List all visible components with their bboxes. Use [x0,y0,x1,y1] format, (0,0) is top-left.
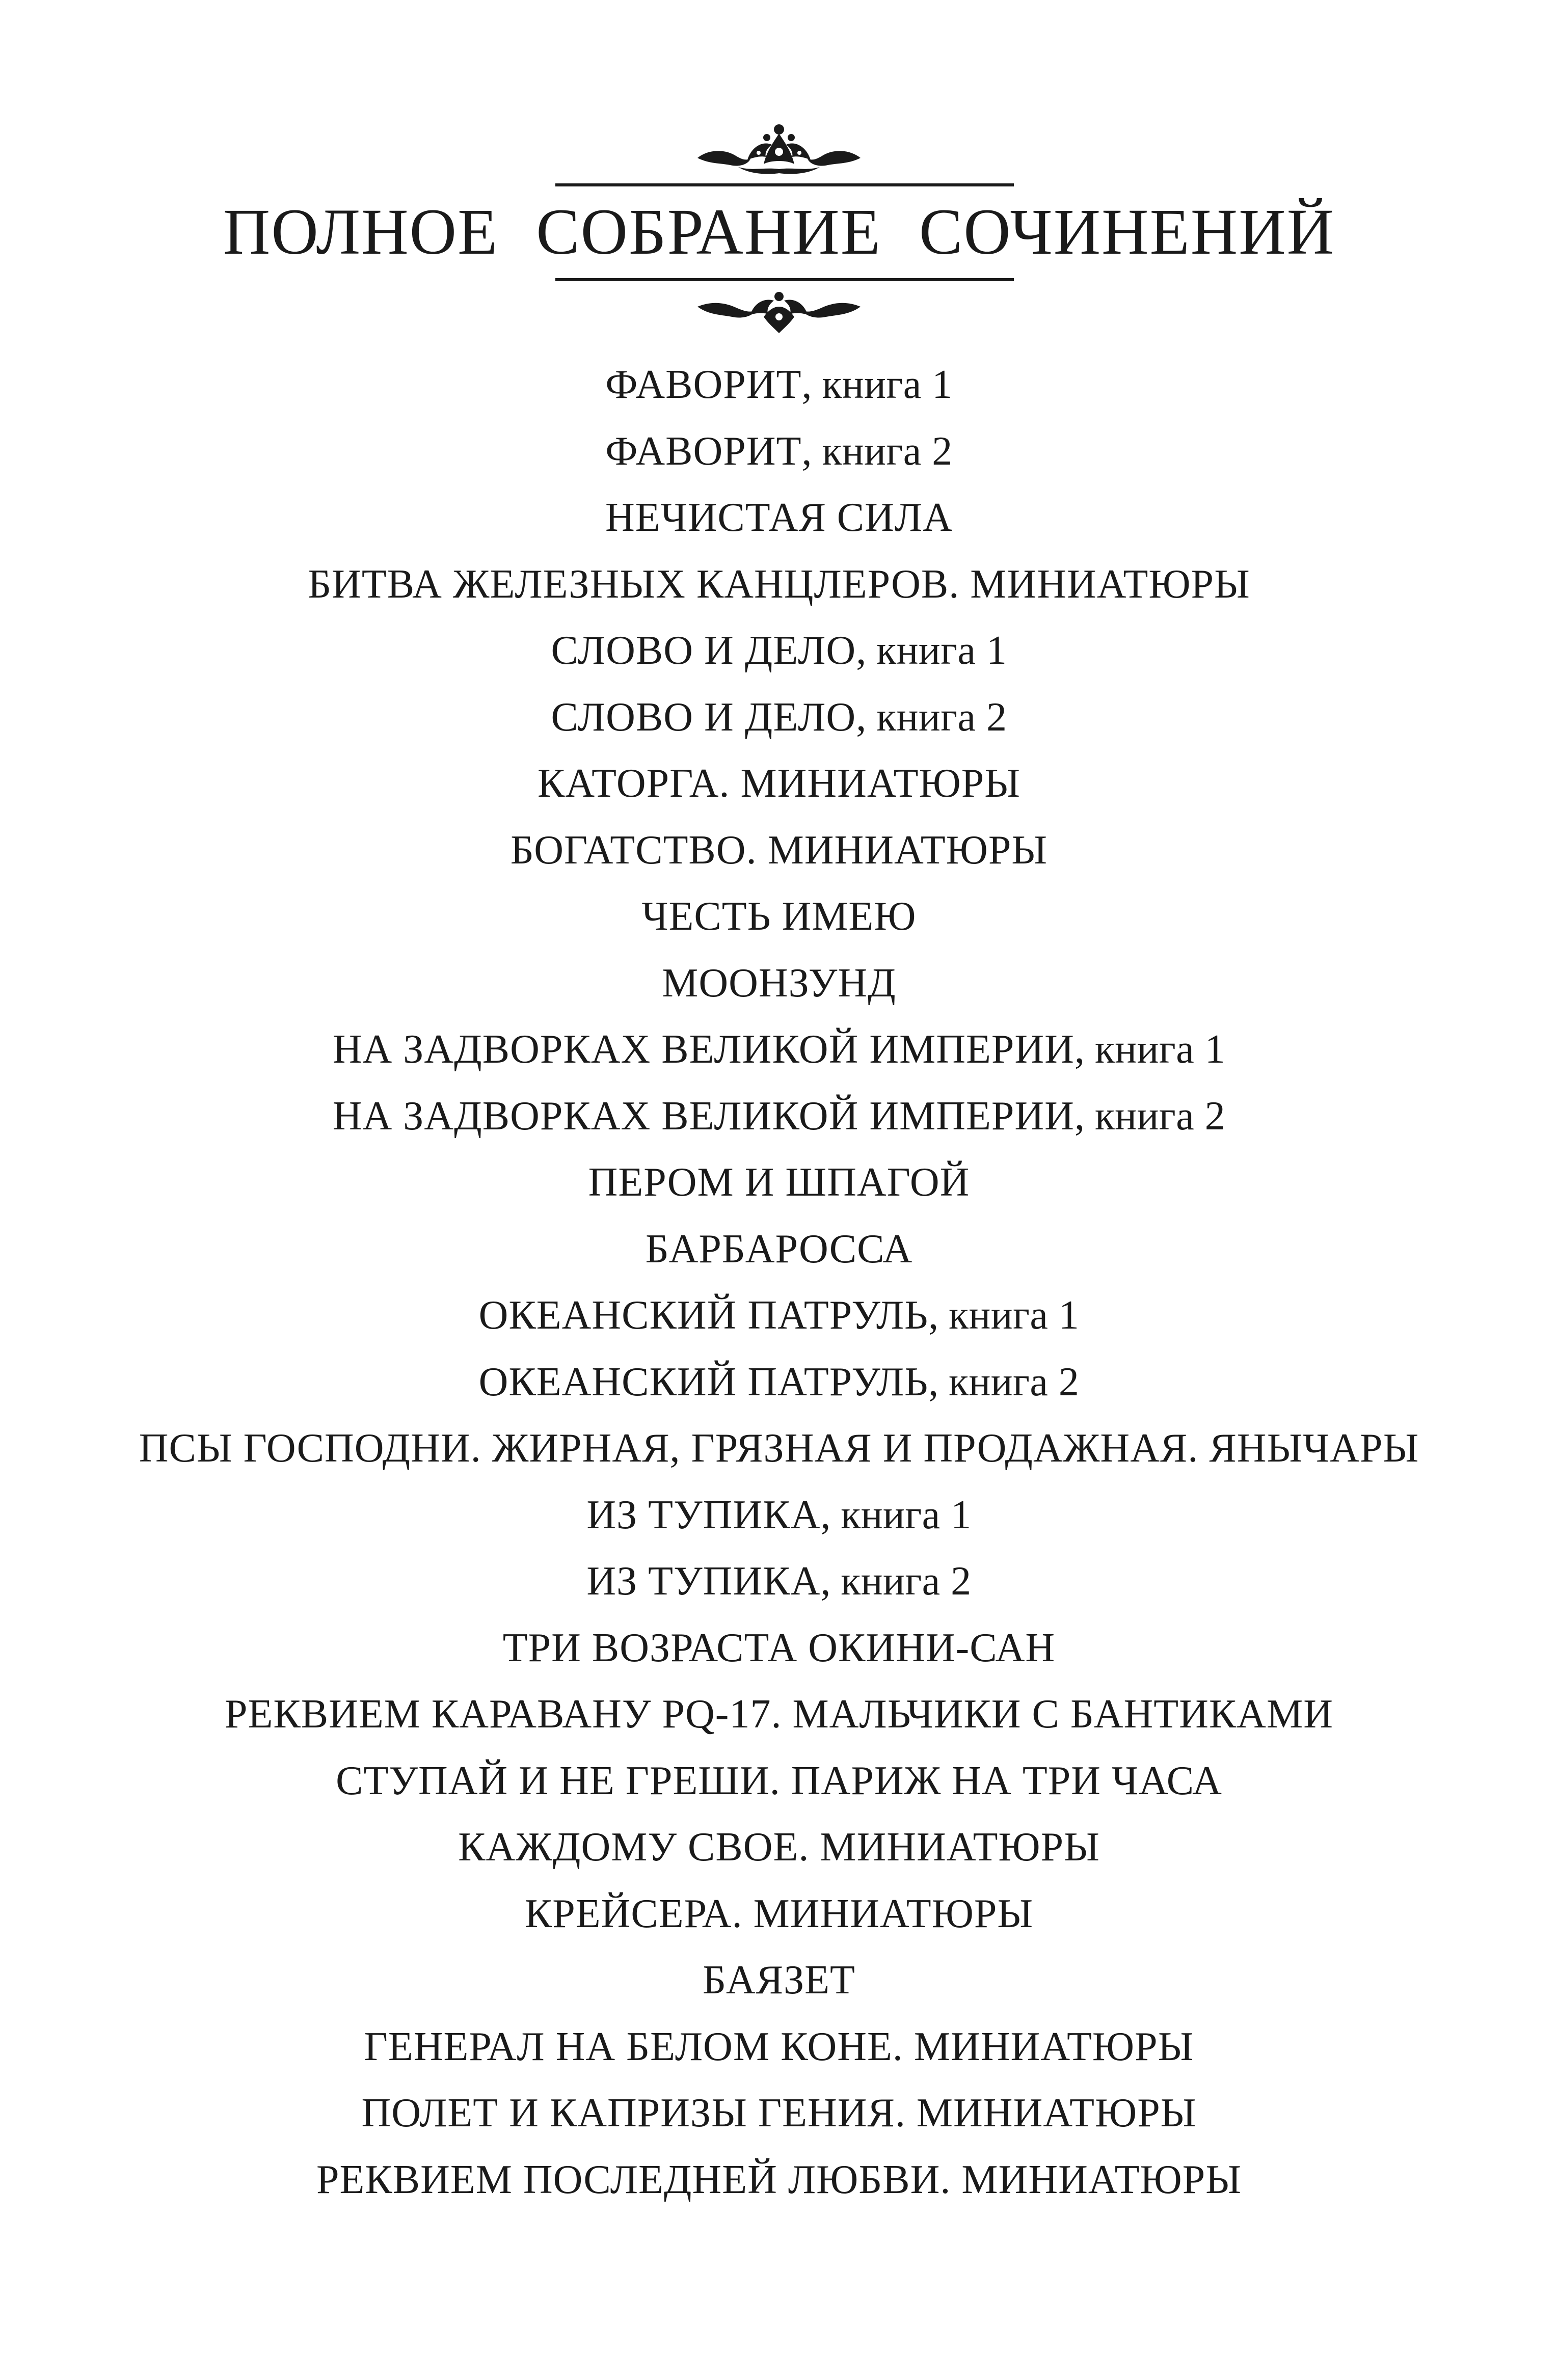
book-volume: книга 1 [1094,1027,1226,1072]
book-title: БАРБАРОССА [645,1226,913,1272]
book-title: БАЯЗЕТ [703,1958,855,2003]
book-item [0,1349,1558,1416]
book-volume: книга 1 [876,628,1007,673]
book-volume: книга 1 [822,362,953,407]
book-item [0,351,1558,418]
book-title: БИТВА ЖЕЛЕЗНЫХ КАНЦЛЕРОВ. МИНИАТЮРЫ [308,561,1250,607]
book-title: ЧЕСТЬ ИМЕЮ [641,894,917,939]
book-title: ПОЛЕТ И КАПРИЗЫ ГЕНИЯ. МИНИАТЮРЫ [361,2091,1197,2135]
book-title: НА ЗАДВОРКАХ ВЕЛИКОЙ ИМПЕРИИ [332,1093,1075,1139]
book-title: ПСЫ ГОСПОДНИ. ЖИРНАЯ, ГРЯЗНАЯ И ПРОДАЖНАЯ. ЯНЫЧАРЫ [139,1426,1419,1471]
book-volume: книга 1 [949,1293,1080,1338]
book-item [0,484,1558,551]
book-item [0,2014,1558,2080]
book-item [0,551,1558,618]
book-volume: книга 2 [876,694,1007,740]
book-volume-separator: , [820,1492,841,1537]
book-item [0,1615,1558,1682]
book-volume-separator: , [928,1359,949,1404]
book-volume: книга 2 [1094,1093,1226,1139]
book-title: НА ЗАДВОРКАХ ВЕЛИКОЙ ИМПЕРИИ [332,1027,1075,1072]
book-item [0,1947,1558,2014]
book-item [0,1216,1558,1283]
book-volume: книга 2 [841,1559,972,1604]
book-item [0,617,1558,684]
book-item [0,1016,1558,1083]
book-item [0,1881,1558,1948]
book-volume: книга 2 [822,428,953,474]
book-item [0,418,1558,485]
book-volume-separator: , [801,362,822,407]
book-title: РЕКВИЕМ КАРАВАНУ PQ-17. МАЛЬЧИКИ С БАНТИКАМИ [225,1692,1333,1737]
book-volume: книга 2 [949,1359,1080,1404]
book-item [0,1814,1558,1881]
book-item [0,1681,1558,1748]
book-title: РЕКВИЕМ ПОСЛЕДНЕЙ ЛЮБВИ. МИНИАТЮРЫ [316,2157,1242,2202]
book-item [0,817,1558,884]
book-item [0,883,1558,950]
book-item [0,1482,1558,1549]
book-volume: книга 1 [841,1492,972,1537]
book-item [0,1415,1558,1482]
book-item [0,1548,1558,1615]
book-title: ПЕРОМ И ШПАГОЙ [588,1160,970,1205]
book-title: НЕЧИСТАЯ СИЛА [605,495,953,540]
book-title: БОГАТСТВО. МИНИАТЮРЫ [510,827,1048,873]
book-title: ОКЕАНСКИЙ ПАТРУЛЬ [478,1293,929,1338]
book-title: КАЖДОМУ СВОЕ. МИНИАТЮРЫ [458,1825,1100,1870]
book-title: МООНЗУНД [662,960,896,1006]
book-item [0,1083,1558,1150]
title-rule-top [555,183,1014,186]
book-item [0,1748,1558,1815]
book-item [0,750,1558,817]
book-volume-separator: , [801,428,822,474]
book-title: ГЕНЕРАЛ НА БЕЛОМ КОНЕ. МИНИАТЮРЫ [364,2024,1194,2069]
book-title: ФАВОРИТ [605,362,802,407]
book-title: ФАВОРИТ [605,428,802,474]
book-list [0,351,1558,2213]
ornament-bottom-icon [687,286,871,337]
book-volume-separator: , [856,694,877,740]
book-title: КАТОРГА. МИНИАТЮРЫ [537,761,1021,806]
book-volume-separator: , [1074,1027,1095,1072]
book-item [0,1282,1558,1349]
book-title: ИЗ ТУПИКА [586,1559,821,1604]
book-item [0,1149,1558,1216]
book-volume-separator: , [928,1293,949,1338]
book-item [0,2080,1558,2147]
series-title: ПОЛНОЕ СОБРАНИЕ СОЧИНЕНИЙ [223,196,1335,268]
book-volume-separator: , [856,628,877,673]
title-rule-bottom [555,278,1014,281]
book-title: СЛОВО И ДЕЛО [551,694,856,740]
book-item [0,2147,1558,2213]
book-volume-separator: , [1074,1093,1095,1139]
book-title: СЛОВО И ДЕЛО [551,628,856,673]
ornament-top-icon [687,118,871,179]
book-title: СТУПАЙ И НЕ ГРЕШИ. ПАРИЖ НА ТРИ ЧАСА [336,1758,1222,1803]
book-title: ТРИ ВОЗРАСТА ОКИНИ-САН [502,1625,1056,1670]
book-title: ИЗ ТУПИКА [586,1492,821,1537]
book-title: КРЕЙСЕРА. МИНИАТЮРЫ [524,1891,1034,1936]
book-item [0,684,1558,751]
book-item [0,950,1558,1017]
book-title: ОКЕАНСКИЙ ПАТРУЛЬ [478,1359,929,1404]
book-volume-separator: , [820,1559,841,1604]
